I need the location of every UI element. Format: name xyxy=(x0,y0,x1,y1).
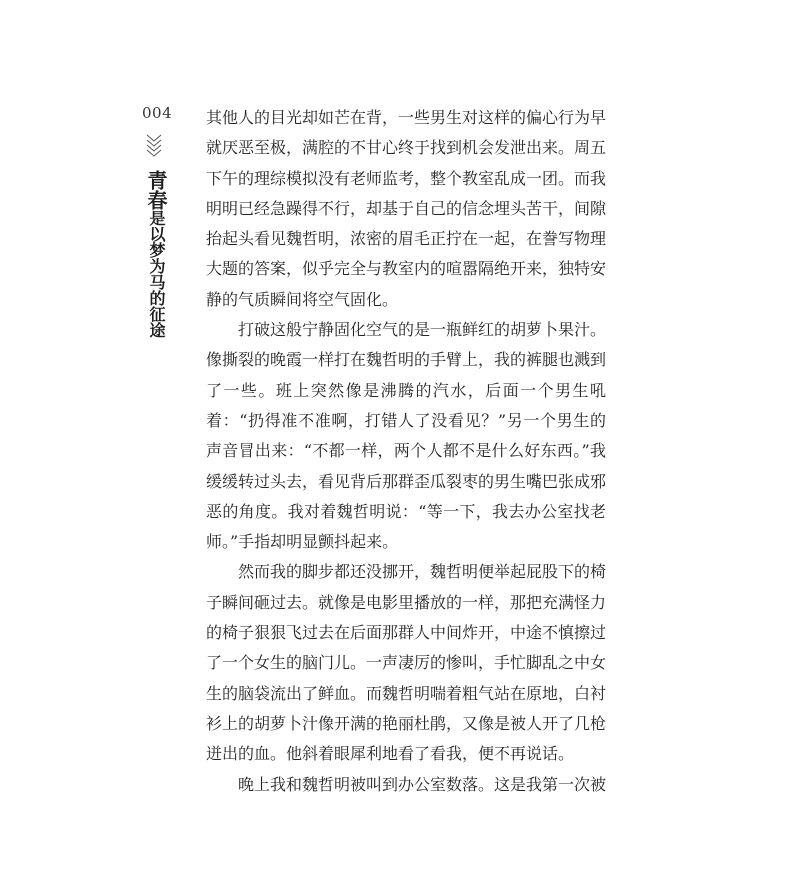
chevron-down-icon xyxy=(145,132,163,162)
body-text xyxy=(206,103,606,800)
running-title xyxy=(141,170,167,338)
paragraph: 晚上我和魏哲明被叫到办公室数落。这是我第一次被 xyxy=(238,774,607,794)
running-title-main: 青春 xyxy=(144,170,168,210)
paragraph: 其他人的目光却如芒在背，一些男生对这样的偏心行为早就厌恶至极，满腔的不甘心终于找到机会发泄出来。周五下午的理综模拟没有老师监考，整个教室乱成一团。而我明明已经急躁得不行，却基于自己的信念埋头苦干，间隙抬起头看见魏哲明，浓密的眉毛正拧在一起，在誊写物理大题的答案，似乎完全与教室内的喧嚣隔绝开来，独特安静的气质瞬间将空气固化。 xyxy=(206,108,607,309)
paragraph: 然而我的脚步都还没挪开，魏哲明便举起屁股下的椅子瞬间砸过去。就像是电影里播放的一样，那把充满怪力的椅子狠狠飞过去在后面那群人中间炸开，中途不慎擦过了一个女生的脑门儿。一声凄厉的惨叫，手忙脚乱之中女生的脑袋流出了鲜血。而魏哲明喘着粗气站在原地，白衬衫上的胡萝卜汁像开满的艳丽杜鹃，又像是被人开了几枪迸出的血。他斜着眼犀利地看了看我，便不再说话。 xyxy=(206,562,607,764)
paragraph: 打破这般宁静固化空气的是一瓶鲜红的胡萝卜果汁。像撕裂的晚霞一样打在魏哲明的手臂上，我的裤腿也溅到了一些。班上突然像是沸腾的汽水，后面一个男生吼着：“扔得准不准啊，打错人了没看见？”另一个男生的声音冒出来：“不都一样，两个人都不是什么好东西。”我缓缓转过头去，看见背后那群歪瓜裂枣的男生嘴巴张成邪恶的角度。我对着魏哲明说：“等一下，我去办公室找老师。”手指却明显颤抖起来。 xyxy=(206,320,607,552)
running-title-rest: 是以梦为马的征途 xyxy=(147,210,166,338)
page-number: 004 xyxy=(142,104,173,122)
